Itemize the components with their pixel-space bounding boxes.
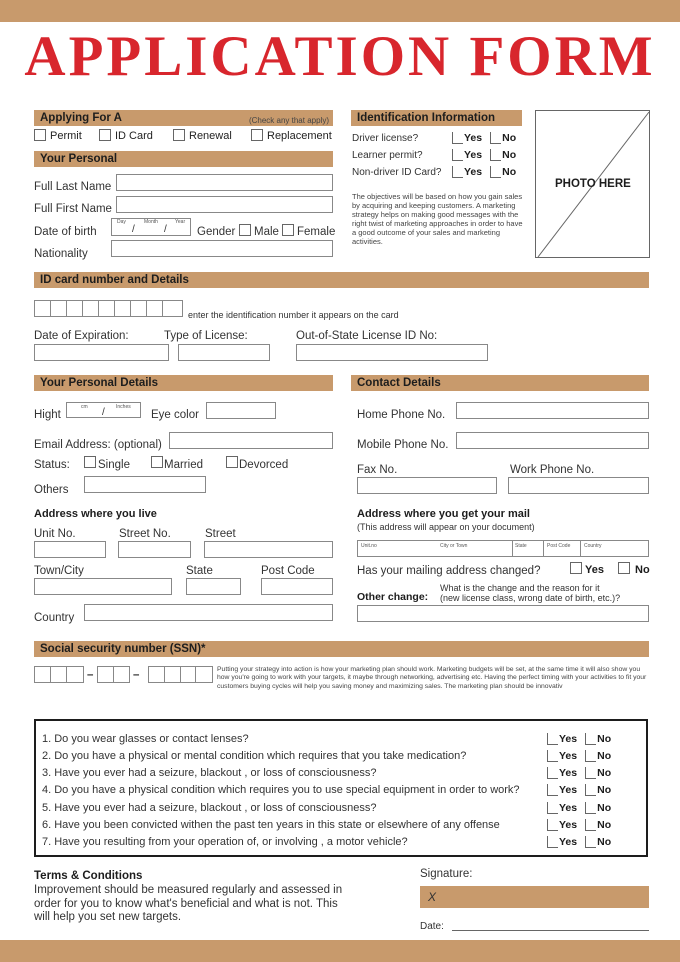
state-field[interactable] — [186, 578, 241, 595]
nationality-label: Nationality — [34, 248, 88, 260]
first-name-field[interactable] — [116, 196, 333, 213]
renewal-checkbox[interactable] — [173, 129, 185, 141]
eye-color-field[interactable] — [206, 402, 276, 419]
dob-year-hint: Year — [175, 219, 186, 225]
driver-license-label: Driver license? — [352, 133, 419, 144]
personal-header: Your Personal — [34, 151, 333, 167]
mail-address-field[interactable] — [357, 540, 649, 557]
country-field[interactable] — [84, 604, 333, 621]
other-change-label: Other change: — [357, 591, 429, 603]
ssn-dash-2: – — [133, 669, 140, 681]
single-checkbox[interactable] — [84, 456, 96, 468]
change-reason-label: What is the change and the reason for it — [440, 583, 600, 593]
license-type-field[interactable] — [178, 344, 270, 361]
nondriver-label: Non-driver ID Card? — [352, 167, 442, 178]
terms-text: Improvement should be measured regularly and assessed in order for you to know what's beneficial and what is not. This will help you set new targets. — [34, 884, 343, 923]
mobile-phone-label: Mobile Phone No. — [357, 439, 449, 451]
ssn-part-2[interactable] — [97, 666, 130, 683]
permit-label: Permit — [50, 130, 82, 142]
home-phone-field[interactable] — [456, 402, 649, 419]
married-label: Married — [164, 459, 203, 471]
divorced-label: Devorced — [239, 459, 289, 471]
driver-license-yes-no[interactable]: Yes No — [452, 132, 516, 144]
expiration-field[interactable] — [34, 344, 169, 361]
mail-changed-label: Has your mailing address changed? — [357, 565, 541, 577]
street-field[interactable] — [204, 541, 333, 558]
terms-title: Terms & Conditions — [34, 870, 143, 882]
other-change-field[interactable] — [357, 605, 649, 622]
question-6: 6. Have you been convicted withen the past ten years in this state or elsewhere of any offense — [42, 819, 500, 831]
street-no-label: Street No. — [119, 528, 171, 540]
eye-color-label: Eye color — [151, 409, 199, 421]
home-phone-label: Home Phone No. — [357, 409, 446, 421]
signature-mark: X — [428, 890, 437, 904]
idcard-number-field[interactable] — [34, 300, 183, 317]
male-label: Male — [254, 226, 279, 238]
female-label: Female — [297, 226, 336, 238]
questions-box — [34, 719, 648, 857]
ssn-part-3[interactable] — [148, 666, 213, 683]
dob-month-hint: Month — [144, 219, 158, 225]
question-3: 3. Have you ever had a seizure, blackout , or loss of consciousness? — [42, 767, 377, 779]
signature-label: Signature: — [420, 868, 473, 880]
mail-state-hint: State — [515, 543, 527, 549]
others-field[interactable] — [84, 476, 206, 493]
single-label: Single — [98, 459, 130, 471]
mail-changed-no-label: No — [635, 564, 650, 576]
fax-label: Fax No. — [357, 464, 398, 476]
address-mail-subtitle: (This address will appear on your document) — [357, 522, 535, 532]
unit-field[interactable] — [34, 541, 106, 558]
identification-paragraph: The objectives will be based on how you gain sales by acquiring and keeping customers. A marketing strategy helps on making good messages with the right twist of marketing approaches in order to have a good outcome of your sales and marketing activities. — [352, 192, 523, 246]
question-2: 2. Do you have a physical or mental condition which requires that you take medication? — [42, 750, 467, 762]
height-label: Hight — [34, 409, 61, 421]
female-checkbox[interactable] — [282, 224, 294, 236]
address-mail-title: Address where you get your mail — [357, 508, 530, 520]
dob-slash-2: / — [164, 224, 167, 235]
replacement-checkbox[interactable] — [251, 129, 263, 141]
married-checkbox[interactable] — [151, 456, 163, 468]
page-title: APPLICATION FORM — [24, 25, 656, 88]
question-3-yes-no[interactable]: Yes No — [547, 767, 611, 779]
ssn-part-1[interactable] — [34, 666, 84, 683]
mail-changed-yes-label: Yes — [585, 564, 604, 576]
address-live-title: Address where you live — [34, 508, 157, 520]
question-1-yes-no[interactable]: Yes No — [547, 733, 611, 745]
height-cm-hint: cm — [81, 404, 88, 410]
first-name-label: Full First Name — [34, 203, 112, 215]
date-line[interactable] — [452, 930, 649, 931]
post-code-field[interactable] — [261, 578, 333, 595]
out-of-state-field[interactable] — [296, 344, 488, 361]
question-4-yes-no[interactable]: Yes No — [547, 784, 611, 796]
unit-label: Unit No. — [34, 528, 76, 540]
renewal-label: Renewal — [189, 130, 232, 142]
replacement-label: Replacement — [267, 130, 332, 142]
details-header: Your Personal Details — [34, 375, 333, 391]
photo-box[interactable] — [535, 110, 650, 258]
learner-permit-yes-no[interactable]: Yes No — [452, 149, 516, 161]
question-7: 7. Have you resulting from your operation of, or involving , a motor vehicle? — [42, 836, 408, 848]
ssn-header: Social security number (SSN)* — [34, 641, 649, 657]
date-label: Date: — [420, 921, 444, 932]
bottom-bar — [0, 940, 680, 962]
dob-day-hint: Day — [117, 219, 126, 225]
nondriver-yes-no[interactable]: Yes No — [452, 166, 516, 178]
street-label: Street — [205, 528, 236, 540]
work-phone-label: Work Phone No. — [510, 464, 595, 476]
mail-changed-yes-checkbox[interactable] — [570, 562, 582, 574]
mail-post-hint: Post Code — [547, 543, 571, 549]
fax-field[interactable] — [357, 477, 497, 494]
status-label: Status: — [34, 459, 70, 471]
out-of-state-label: Out-of-State License ID No: — [296, 330, 438, 342]
others-label: Others — [34, 484, 69, 496]
mail-changed-no-checkbox[interactable] — [618, 562, 630, 574]
work-phone-field[interactable] — [508, 477, 649, 494]
town-field[interactable] — [34, 578, 172, 595]
expiration-label: Date of Expiration: — [34, 330, 129, 342]
dob-slash-1: / — [132, 224, 135, 235]
question-7-yes-no[interactable]: Yes No — [547, 836, 611, 848]
permit-checkbox[interactable] — [34, 129, 46, 141]
photo-label: PHOTO HERE — [555, 178, 631, 190]
last-name-label: Full Last Name — [34, 181, 112, 193]
top-bar — [0, 0, 680, 22]
ssn-dash-1: – — [87, 669, 94, 681]
question-6-yes-no[interactable]: Yes No — [547, 819, 611, 831]
learner-permit-label: Learner permit? — [352, 150, 423, 161]
idcard-header: ID card number and Details — [34, 272, 649, 288]
question-5: 5. Have you ever had a seizure, blackout , or loss of consciousness? — [42, 802, 377, 814]
mail-unit-hint: Unit.no — [361, 543, 377, 549]
town-label: Town/City — [34, 565, 84, 577]
question-4: 4. Do you have a physical condition which requires you to use special equipment in order to work? — [42, 784, 520, 796]
mobile-phone-field[interactable] — [456, 432, 649, 449]
dob-label: Date of birth — [34, 226, 97, 238]
identification-header: Identification Information — [351, 110, 522, 126]
height-inches-hint: Inches — [116, 404, 131, 410]
idcard-label: ID Card — [115, 130, 153, 142]
email-field[interactable] — [169, 432, 333, 449]
nationality-field[interactable] — [111, 240, 333, 257]
street-no-field[interactable] — [118, 541, 191, 558]
mail-city-hint: City or Town — [440, 543, 468, 549]
question-2-yes-no[interactable]: Yes No — [547, 750, 611, 762]
male-checkbox[interactable] — [239, 224, 251, 236]
mail-country-hint: Country — [584, 543, 602, 549]
height-slash: / — [102, 407, 105, 418]
email-label: Email Address: (optional) — [34, 439, 162, 451]
other-change-note: (new license class, wrong date of birth, etc.)? — [440, 593, 621, 603]
idcard-hint: enter the identification number it appears on the card — [188, 310, 399, 320]
signature-field[interactable] — [420, 886, 649, 908]
question-5-yes-no[interactable]: Yes No — [547, 802, 611, 814]
applying-note: (Check any that apply) — [248, 116, 329, 125]
applying-header: Applying For A (Check any that apply) — [34, 110, 333, 126]
divorced-checkbox[interactable] — [226, 456, 238, 468]
gender-label: Gender — [197, 226, 236, 238]
contact-header: Contact Details — [351, 375, 649, 391]
idcard-checkbox[interactable] — [99, 129, 111, 141]
question-1: 1. Do you wear glasses or contact lenses? — [42, 733, 249, 745]
state-label: State — [186, 565, 213, 577]
license-type-label: Type of License: — [164, 330, 248, 342]
post-code-label: Post Code — [261, 565, 315, 577]
country-label: Country — [34, 612, 75, 624]
ssn-paragraph: Putting your strategy into action is how your marketing plan should work. Marketing budgets will be set, at the same time it will also show you how you're going to work with your targets, it maybe through networking, advertising etc. Having the perfect timing with your activities to fit your customers buying cycles will help you saving money and maximizing sales. The marketing plan should be innovativ — [217, 666, 647, 690]
last-name-field[interactable] — [116, 174, 333, 191]
